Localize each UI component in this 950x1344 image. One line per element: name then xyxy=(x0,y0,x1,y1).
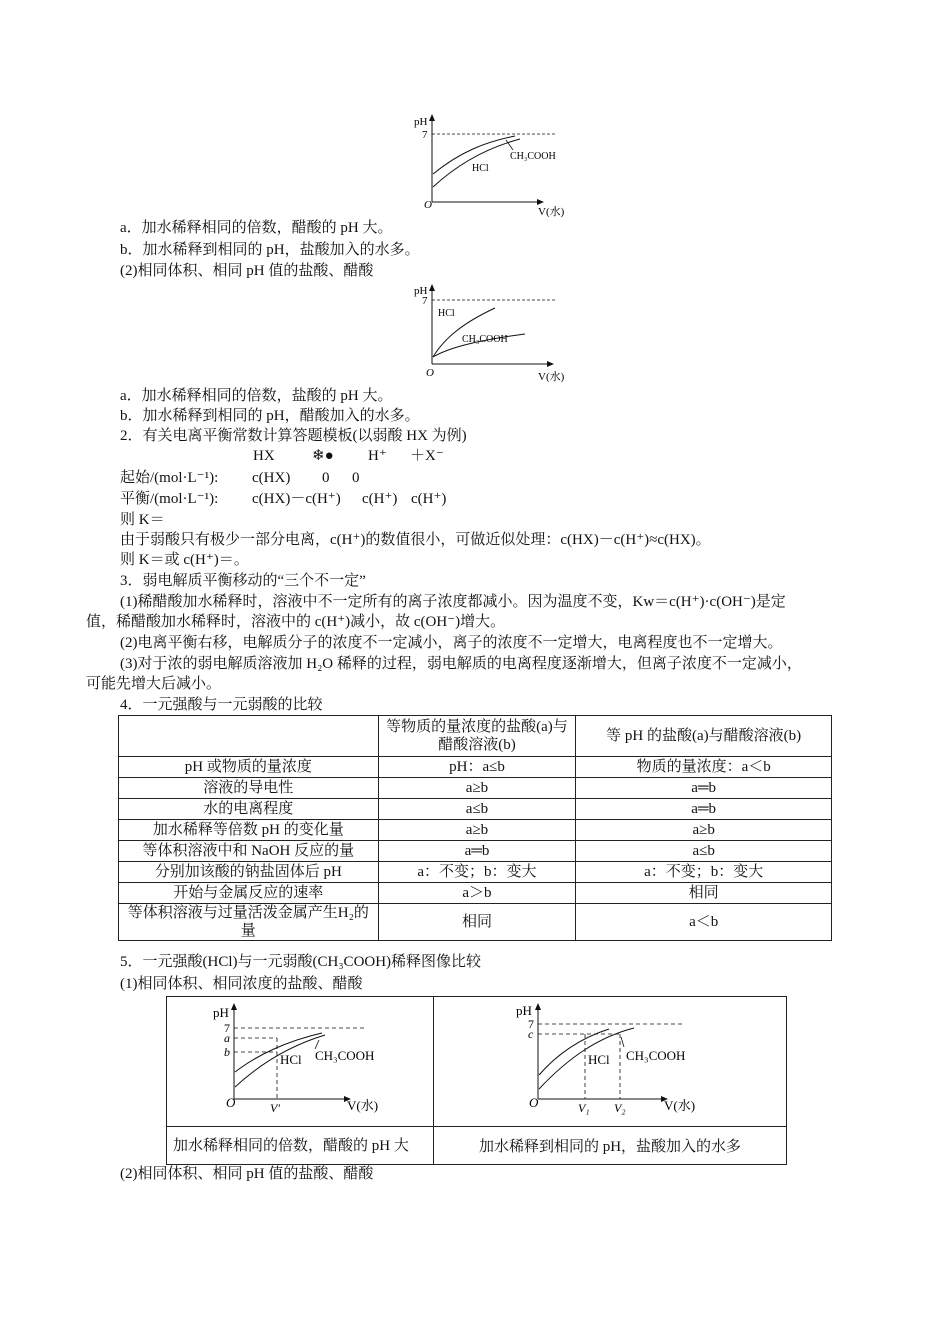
origin: O xyxy=(226,1095,236,1110)
start-label: 起始/(mol·L⁻¹): xyxy=(120,470,219,486)
tick-v: V′ xyxy=(270,1101,280,1115)
origin: O xyxy=(529,1095,539,1110)
eq-hx2: c(HX)－c(H⁺) xyxy=(252,491,341,507)
label-ch3cooh: CH₃COOH xyxy=(510,151,556,162)
tick-c: c xyxy=(528,1027,534,1041)
tick-7: 7 xyxy=(528,1017,534,1031)
table-row: 等体积溶液与过量活泼金属产生H₂的量 相同 a＜b xyxy=(119,904,832,941)
tick-v2: V₂ xyxy=(614,1101,626,1115)
p33b: 可能先增大后减小。 xyxy=(86,676,222,692)
eq-x: ＋X⁻ xyxy=(410,448,444,464)
text-b2: b．加水稀释到相同的 pH，醋酸加入的水多。 xyxy=(120,408,420,424)
table-row: 等体积溶液中和 NaOH 反应的量 a═b a≤b xyxy=(119,841,832,862)
label-ch3cooh: CH₃COOH xyxy=(315,1048,375,1063)
fig4-cell xyxy=(434,997,787,1127)
label-hcl: HCl xyxy=(588,1052,610,1067)
table-row: 加水稀释等倍数 pH 的变化量 a≥b a≥b xyxy=(119,820,832,841)
section-4-heading: 4．一元强酸与一元弱酸的比较 xyxy=(120,697,323,713)
section-5-2: (2)相同体积、相同 pH 值的盐酸、醋酸 xyxy=(120,1166,374,1182)
text-a1: a．加水稀释相同的倍数，醋酸的 pH 大。 xyxy=(120,220,393,236)
comparison-table xyxy=(118,715,832,941)
section-2-heading: 2．有关电离平衡常数计算答题模板(以弱酸 HX 为例) xyxy=(120,428,467,444)
dilution-graph-4 xyxy=(434,997,786,1121)
label-hcl: HCl xyxy=(280,1052,302,1067)
section-5-heading: 5．一元强酸(HCl)与一元弱酸(CH₃COOH)稀释图像比较 xyxy=(120,954,482,970)
eq-label: 平衡/(mol·L⁻¹): xyxy=(120,491,219,507)
x-axis-label: V(水) xyxy=(538,206,565,218)
x-axis-label: V(水) xyxy=(664,1098,696,1113)
figure-table xyxy=(166,996,787,1165)
header-equal-concentration: 等物质的量浓度的盐酸(a)与醋酸溶液(b) xyxy=(378,716,576,757)
start-hx: c(HX) xyxy=(252,470,291,486)
table-row: 分别加该酸的钠盐固体后 pH a：不变；b：变大 a：不变；b：变大 xyxy=(119,862,832,883)
tick-b: b xyxy=(224,1045,230,1059)
y-axis-label: pH xyxy=(213,1005,229,1020)
y-axis-label: pH xyxy=(414,116,428,128)
eq-x2: c(H⁺) xyxy=(411,491,447,507)
section-3-heading: 3．弱电解质平衡移动的“三个不一定” xyxy=(120,573,366,589)
eq-arrow: ❄● xyxy=(312,448,334,464)
start-h: 0 xyxy=(322,470,330,486)
fig3-cell xyxy=(167,997,434,1127)
dilution-graph-1 xyxy=(410,112,570,218)
eq-h: H⁺ xyxy=(368,448,387,464)
tick-7: 7 xyxy=(224,1021,230,1035)
label-hcl: HCl xyxy=(472,163,489,174)
origin: O xyxy=(426,367,434,379)
section-5-1: (1)相同体积、相同浓度的盐酸、醋酸 xyxy=(120,976,363,992)
eq-hx: HX xyxy=(253,448,275,464)
k-line-1: 则 K＝ xyxy=(120,512,165,528)
dilution-graph-2 xyxy=(410,282,570,386)
fig4-caption: 加水稀释到相同的 pH，盐酸加入的水多 xyxy=(434,1127,787,1165)
label-ch3cooh: CH₃COOH xyxy=(462,334,508,345)
x-axis-label: V(水) xyxy=(538,371,565,383)
table-row: 水的电离程度 a≤b a═b xyxy=(119,799,832,820)
table-row: 溶液的导电性 a≥b a═b xyxy=(119,778,832,799)
table-row: 开始与金属反应的速率 a＞b 相同 xyxy=(119,883,832,904)
x-axis-label: V(水) xyxy=(347,1098,379,1113)
p31b: 值，稀醋酸加水稀释时，溶液中的 c(H⁺)减小，故 c(OH⁻)增大。 xyxy=(86,614,506,630)
header-empty xyxy=(119,716,379,757)
text-b1: b．加水稀释到相同的 pH，盐酸加入的水多。 xyxy=(120,242,420,258)
label-ch3cooh: CH₃COOH xyxy=(626,1048,686,1063)
tick-a: a xyxy=(224,1031,230,1045)
approx-line: 由于弱酸只有极少一部分电离，c(H⁺)的数值很小，可做近似处理：c(HX)－c(H⁺)≈c(HX)。 xyxy=(120,532,711,548)
p33a: (3)对于浓的弱电解质溶液加 H₂O 稀释的过程，弱电解质的电离程度逐渐增大，但离子浓度不一定减小， xyxy=(120,656,802,672)
y-axis-label: pH xyxy=(414,285,428,297)
text-a2: a．加水稀释相同的倍数，盐酸的 pH 大。 xyxy=(120,388,393,404)
p31a: (1)稀醋酸加水稀释时，溶液中不一定所有的离子浓度都减小。因为温度不变，Kw＝c(H⁺)·c(OH⁻)是定 xyxy=(120,594,786,610)
tick-7: 7 xyxy=(422,295,428,307)
p32: (2)电离平衡右移，电解质分子的浓度不一定减小，离子的浓度不一定增大，电离程度也不一定增大。 xyxy=(120,635,783,651)
fig3-caption: 加水稀释相同的倍数，醋酸的 pH 大 xyxy=(167,1127,434,1165)
table-row: pH 或物质的量浓度 pH：a≤b 物质的量浓度：a＜b xyxy=(119,757,832,778)
heading-2-1: (2)相同体积、相同 pH 值的盐酸、醋酸 xyxy=(120,263,374,279)
k-line-2: 则 K＝或 c(H⁺)＝。 xyxy=(120,552,249,568)
dilution-graph-3 xyxy=(167,997,433,1121)
tick-v1: V₁ xyxy=(578,1101,590,1115)
tick-7: 7 xyxy=(422,129,428,141)
header-equal-ph: 等 pH 的盐酸(a)与醋酸溶液(b) xyxy=(576,716,832,757)
start-x: 0 xyxy=(352,470,360,486)
y-axis-label: pH xyxy=(516,1003,532,1018)
label-hcl: HCl xyxy=(438,308,455,319)
origin: O xyxy=(424,199,432,211)
eq-h2: c(H⁺) xyxy=(362,491,398,507)
